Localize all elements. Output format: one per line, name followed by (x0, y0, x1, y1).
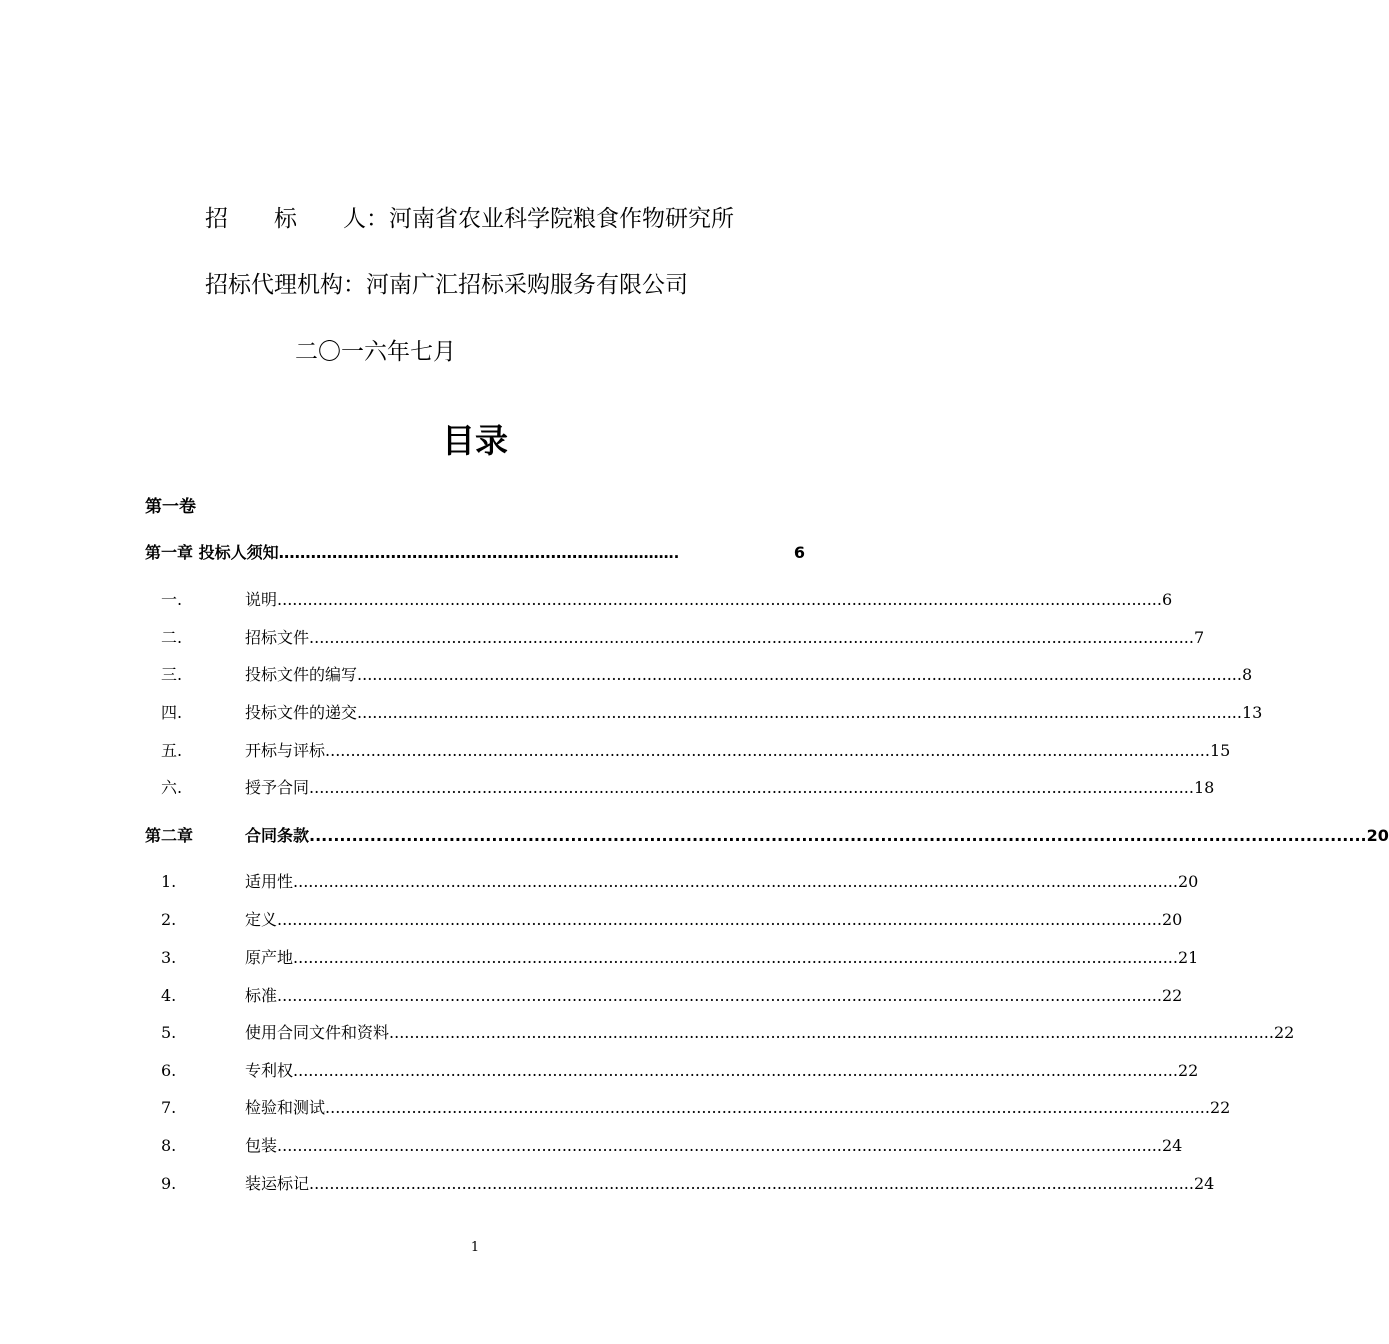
toc-section-1-1[interactable] (145, 588, 1173, 612)
section-label: 投标文件的递交 (245, 703, 358, 722)
section-label: 投标文件的编写 (245, 665, 358, 684)
dot-leader: .............................................................................................................................................................................. (309, 1174, 1194, 1193)
tenderer-line (205, 204, 734, 234)
section-label: 使用合同文件和资料 (245, 1023, 390, 1042)
toc-section-2-5[interactable] (145, 1021, 1295, 1045)
section-number: 7. (161, 1098, 177, 1117)
dot-leader: .............................................................................................................................................................................. (277, 910, 1162, 929)
section-page: 6 (1161, 590, 1173, 609)
section-number: 5. (161, 1023, 177, 1042)
toc-section-2-7[interactable] (145, 1096, 1231, 1120)
section-label: 定义 (245, 910, 278, 929)
dot-leader: .............................................................................................................................................................................. (325, 1098, 1210, 1117)
section-page: 15 (1209, 741, 1231, 760)
section-page: 24 (1161, 1136, 1183, 1155)
section-label: 原产地 (245, 948, 294, 967)
section-page: 22 (1273, 1023, 1295, 1042)
section-number: 六. (161, 778, 183, 797)
section-page: 22 (1161, 986, 1183, 1005)
dot-leader: .............................................................................................................................................................................. (389, 1023, 1274, 1042)
agency-label: 招标代理机构： (205, 272, 366, 298)
section-number: 9. (161, 1174, 177, 1193)
chapter-1-label: 第一章 投标人须知 (145, 543, 279, 562)
toc-section-2-8[interactable] (145, 1134, 1183, 1158)
section-number: 3. (161, 948, 177, 967)
toc-section-2-2[interactable] (145, 908, 1183, 932)
issue-date: 二〇一六年七月 (295, 339, 456, 365)
section-page: 22 (1209, 1098, 1231, 1117)
section-label: 包装 (245, 1136, 278, 1155)
toc-section-1-3[interactable] (145, 663, 1253, 687)
chapter-1-page: 6 (793, 543, 805, 562)
section-label: 授予合同 (245, 778, 310, 797)
section-label: 标准 (245, 986, 278, 1005)
section-number: 4. (161, 986, 177, 1005)
tenderer-name: 河南省农业科学院粮食作物研究所 (389, 206, 734, 232)
toc-title: 目录 (442, 421, 508, 460)
dot-leader: .............................................................................................................................................................................. (357, 665, 1242, 684)
dot-leader: .............................................................................................................................................................................. (325, 741, 1210, 760)
chapter-2-page: 20 (1366, 826, 1389, 845)
section-page: 20 (1161, 910, 1183, 929)
section-label: 检验和测试 (245, 1098, 326, 1117)
section-number: 五. (161, 741, 183, 760)
chapter-2-number: 第二章 (145, 826, 194, 845)
toc-section-1-4[interactable] (145, 701, 1263, 725)
dot-leader: .............................................................................................................................................................................. (309, 778, 1194, 797)
section-page: 8 (1241, 665, 1253, 684)
section-label: 开标与评标 (245, 741, 326, 760)
section-page: 20 (1177, 872, 1199, 891)
section-page: 7 (1193, 628, 1205, 647)
chapter-1-leader: …………………………………………………… (278, 543, 599, 562)
section-number: 四. (161, 703, 183, 722)
dot-leader: .............................................................................................................................................................................. (357, 703, 1242, 722)
section-number: 1. (161, 872, 177, 891)
dot-leader: .............................................................................................................................................................................. (309, 628, 1194, 647)
toc-section-2-1[interactable] (145, 870, 1199, 894)
section-label: 装运标记 (245, 1174, 310, 1193)
dot-leader: .............................................................................................................................................................................. (293, 872, 1178, 891)
toc-section-2-4[interactable] (145, 984, 1183, 1008)
toc-section-1-2[interactable] (145, 626, 1205, 650)
dot-leader: .............................................................................................................................................................................. (277, 1136, 1162, 1155)
chapter-2-label: 合同条款 (245, 826, 310, 845)
tenderer-label: 招 标 人： (205, 206, 389, 232)
chapter-1-leader-tail: ……………. (598, 544, 680, 562)
section-number: 2. (161, 910, 177, 929)
section-number: 6. (161, 1061, 177, 1080)
dot-leader: .............................................................................................................................................................................. (277, 986, 1162, 1005)
page-number: 1 (470, 1240, 480, 1255)
dot-leader: .............................................................................................................................................................................. (277, 590, 1162, 609)
section-page: 18 (1193, 778, 1215, 797)
toc-section-2-6[interactable] (145, 1059, 1199, 1083)
section-page: 21 (1177, 948, 1199, 967)
section-label: 专利权 (245, 1061, 294, 1080)
dot-leader: .............................................................................................................................................................................. (293, 1061, 1178, 1080)
dot-leader: .............................................................................................................................................................................. (309, 826, 1367, 845)
toc-section-2-3[interactable] (145, 946, 1199, 970)
section-label: 说明 (245, 590, 278, 609)
agency-name: 河南广汇招标采购服务有限公司 (366, 272, 688, 298)
section-number: 三. (161, 665, 183, 684)
volume-label: 第一卷 (145, 497, 196, 517)
section-label: 招标文件 (245, 628, 310, 647)
section-number: 一. (161, 590, 183, 609)
toc-section-1-5[interactable] (145, 739, 1231, 763)
section-page: 24 (1193, 1174, 1215, 1193)
section-page: 13 (1241, 703, 1263, 722)
section-page: 22 (1177, 1061, 1199, 1080)
section-number: 二. (161, 628, 183, 647)
dot-leader: .............................................................................................................................................................................. (293, 948, 1178, 967)
toc-chapter-1[interactable] (145, 541, 805, 565)
toc-chapter-2[interactable] (145, 824, 1389, 848)
agency-line (205, 270, 688, 300)
section-number: 8. (161, 1136, 177, 1155)
toc-section-2-9[interactable] (145, 1172, 1215, 1196)
toc-section-1-6[interactable] (145, 776, 1215, 800)
section-label: 适用性 (245, 872, 294, 891)
